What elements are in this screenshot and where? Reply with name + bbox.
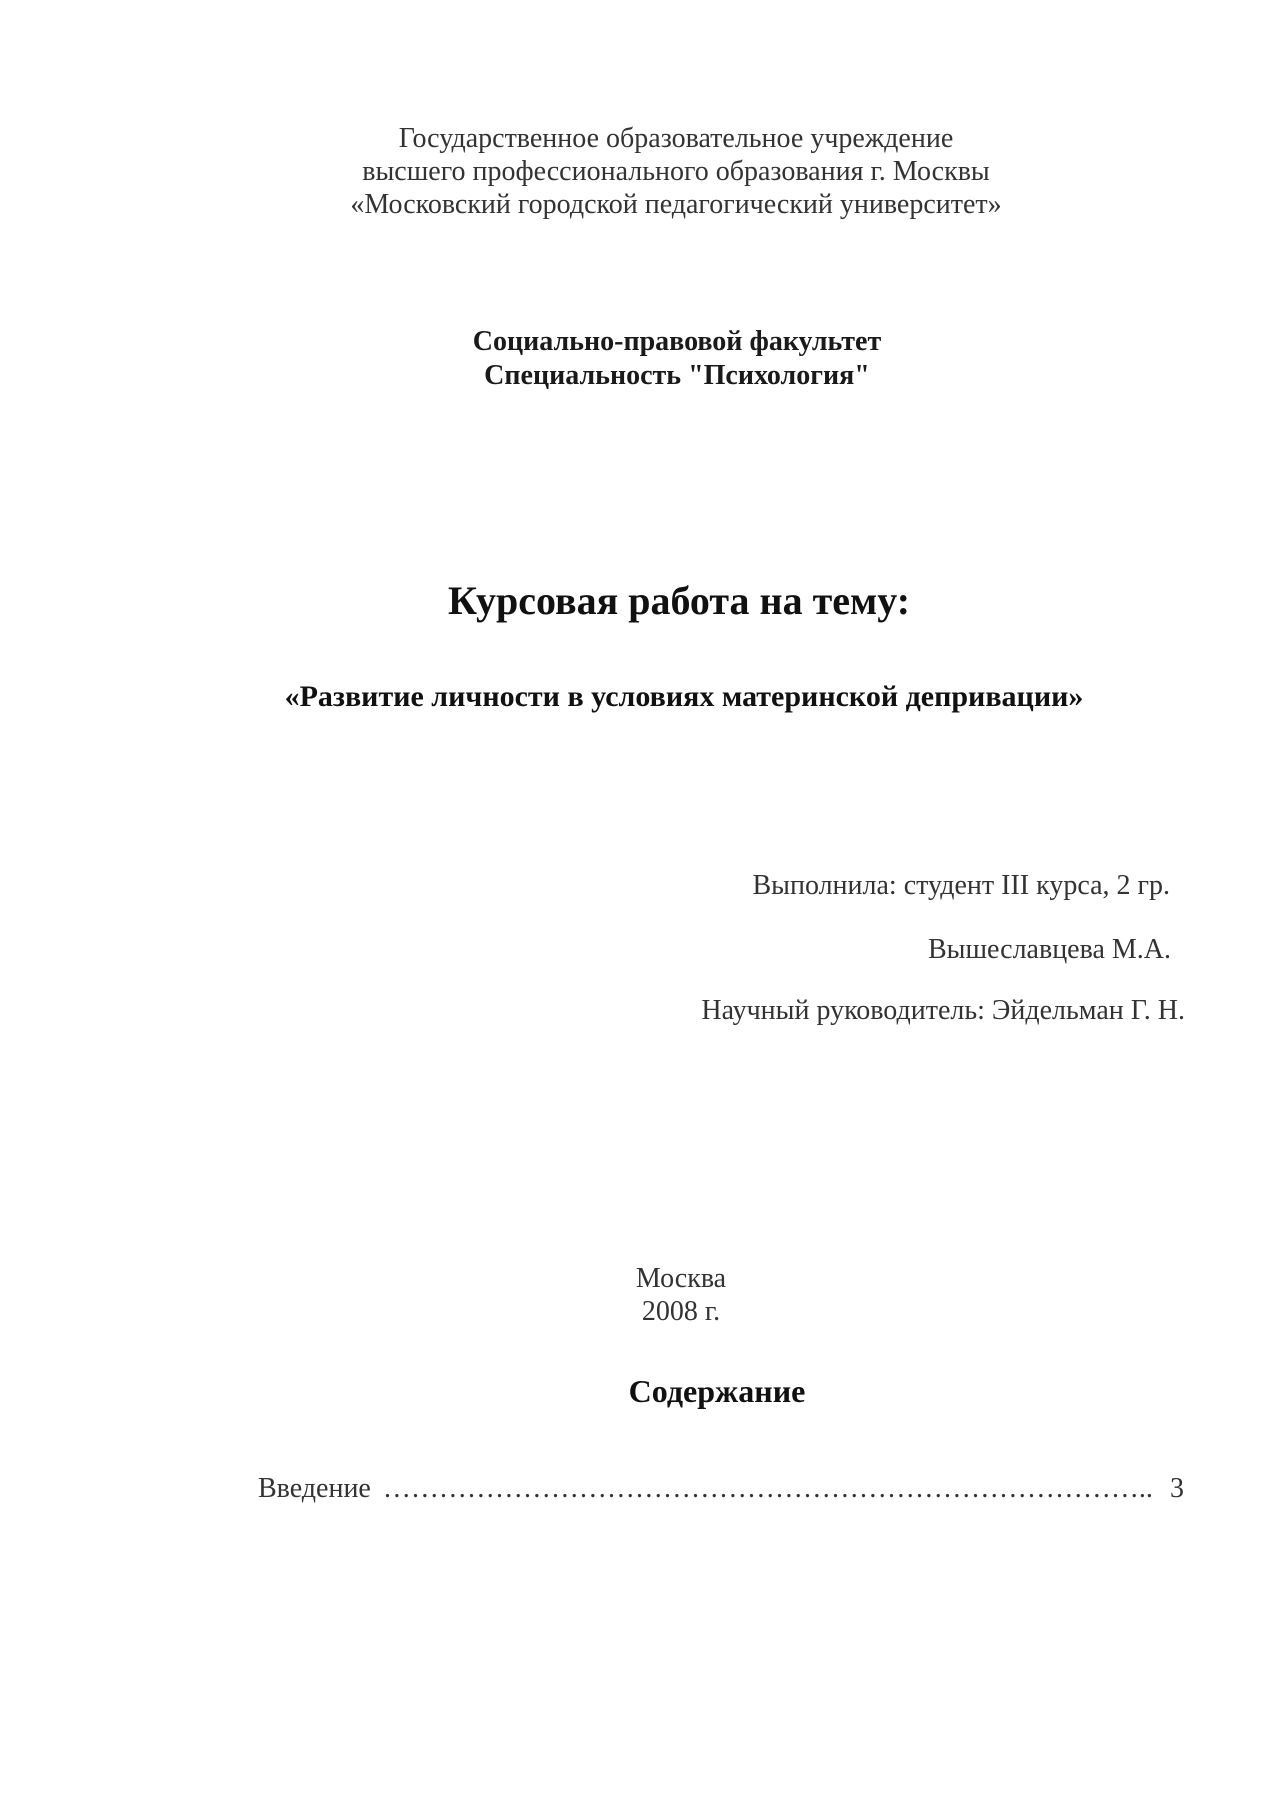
toc-entry-page: 3	[1170, 1473, 1184, 1504]
specialty-name: Специальность "Психология"	[484, 360, 870, 391]
year: 2008 г.	[641, 1296, 721, 1327]
faculty-block	[0, 325, 1280, 393]
institution-header	[0, 122, 1280, 221]
topic-title	[0, 679, 1280, 715]
performer-line: Выполнила: студент III курса, 2 гр.	[752, 870, 1170, 901]
institution-line-1: Государственное образовательное учреждение	[398, 123, 954, 154]
toc-heading-text: Содержание	[628, 1373, 806, 1409]
work-type-text: Курсовая работа на тему:	[447, 578, 911, 623]
toc-entry	[258, 1472, 1184, 1506]
toc-heading	[0, 1372, 1280, 1410]
supervisor-line: Научный руководитель: Эйдельман Г. Н.	[701, 995, 1185, 1026]
toc-entry-leader: ………………………………………………………………………..	[382, 1473, 1153, 1504]
city: Москва	[635, 1263, 727, 1294]
topic-text: «Развитие личности в условиях материнской депривации»	[284, 680, 1084, 713]
toc-entry-label: Введение	[258, 1473, 371, 1504]
student-name: Вышеславцева М.А.	[927, 934, 1171, 965]
faculty-name: Социально-правовой факультет	[472, 326, 882, 357]
city-year-block	[0, 1262, 1280, 1328]
institution-line-2: высшего профессионального образования г. Москвы	[362, 156, 990, 187]
work-type-title	[0, 577, 1280, 625]
institution-line-3: «Московский городской педагогический университет»	[350, 189, 1002, 220]
